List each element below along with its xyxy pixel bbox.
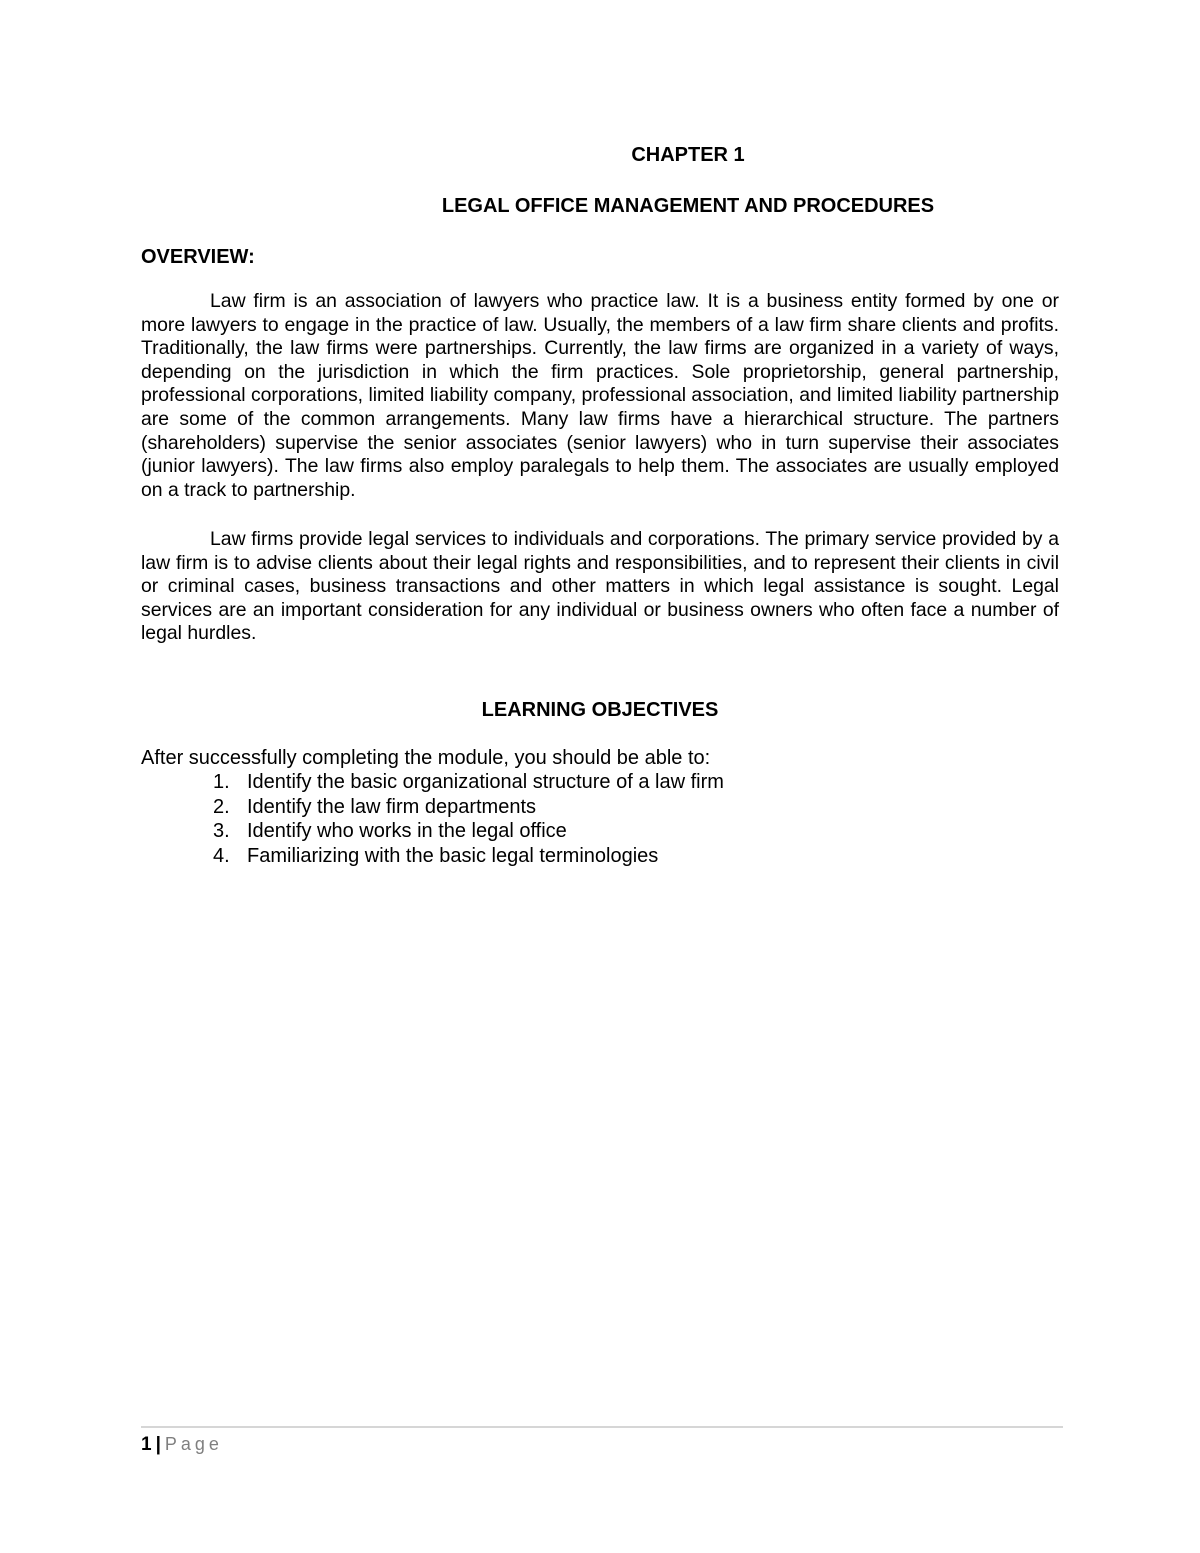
list-item-text: Identify the basic organizational structure of a law firm (247, 771, 724, 793)
footer-separator: | (155, 1434, 161, 1455)
learning-objectives-intro: After successfully completing the module, you should be able to: (141, 747, 711, 769)
list-item (141, 844, 724, 869)
learning-objectives-heading: LEARNING OBJECTIVES (481, 699, 719, 721)
list-item-text: Identify the law firm departments (247, 795, 537, 818)
footer-divider (141, 1426, 1063, 1428)
overview-paragraph-1: Law firm is an association of lawyers who practice law. It is a business entity formed by one or more lawyers to engage in the practice of law. Usually, the members of a law firm share clients and profits. Traditionally, the law firms were partnerships. Currently, the law firms are organized in a variety of ways, depending on the jurisdiction in which the firm practices. Sole proprietorship, general partnership, professional corporations, limited liability company, professional association, and limited liability partnership are some of the common arrangements. Many law firms have a hierarchical structure. The partners (shareholders) supervise the senior associates (senior lawyers) who in turn supervise their associates (junior lawyers). The law firms also employ paralegals to help them. The associates are usually employed on a track to partnership. (141, 290, 1059, 501)
list-item-text: Familiarizing with the basic legal terminologies (247, 844, 659, 867)
chapter-number: CHAPTER 1 (631, 144, 745, 166)
page-label: Page (164, 1434, 223, 1454)
list-item-number: 1. (213, 771, 230, 793)
list-item (141, 795, 724, 820)
page-footer (141, 1432, 223, 1457)
learning-objectives-list (141, 770, 724, 868)
list-item (141, 770, 724, 795)
page-number: 1 (141, 1434, 152, 1455)
chapter-title: LEGAL OFFICE MANAGEMENT AND PROCEDURES (441, 195, 935, 217)
list-item-number: 3. (213, 820, 230, 842)
list-item-number: 4. (213, 844, 230, 867)
overview-paragraph-2: Law firms provide legal services to individuals and corporations. The primary service provided by a law firm is to advise clients about their legal rights and responsibilities, and to represent their clients in civil or criminal cases, business transactions and other matters in which legal assistance is sought. Legal services are an important consideration for any individual or business owners who often face a number of legal hurdles. (141, 528, 1059, 645)
list-item (141, 819, 724, 844)
list-item-text: Identify who works in the legal office (247, 820, 567, 842)
list-item-number: 2. (213, 795, 230, 818)
overview-heading: OVERVIEW: (141, 246, 255, 268)
